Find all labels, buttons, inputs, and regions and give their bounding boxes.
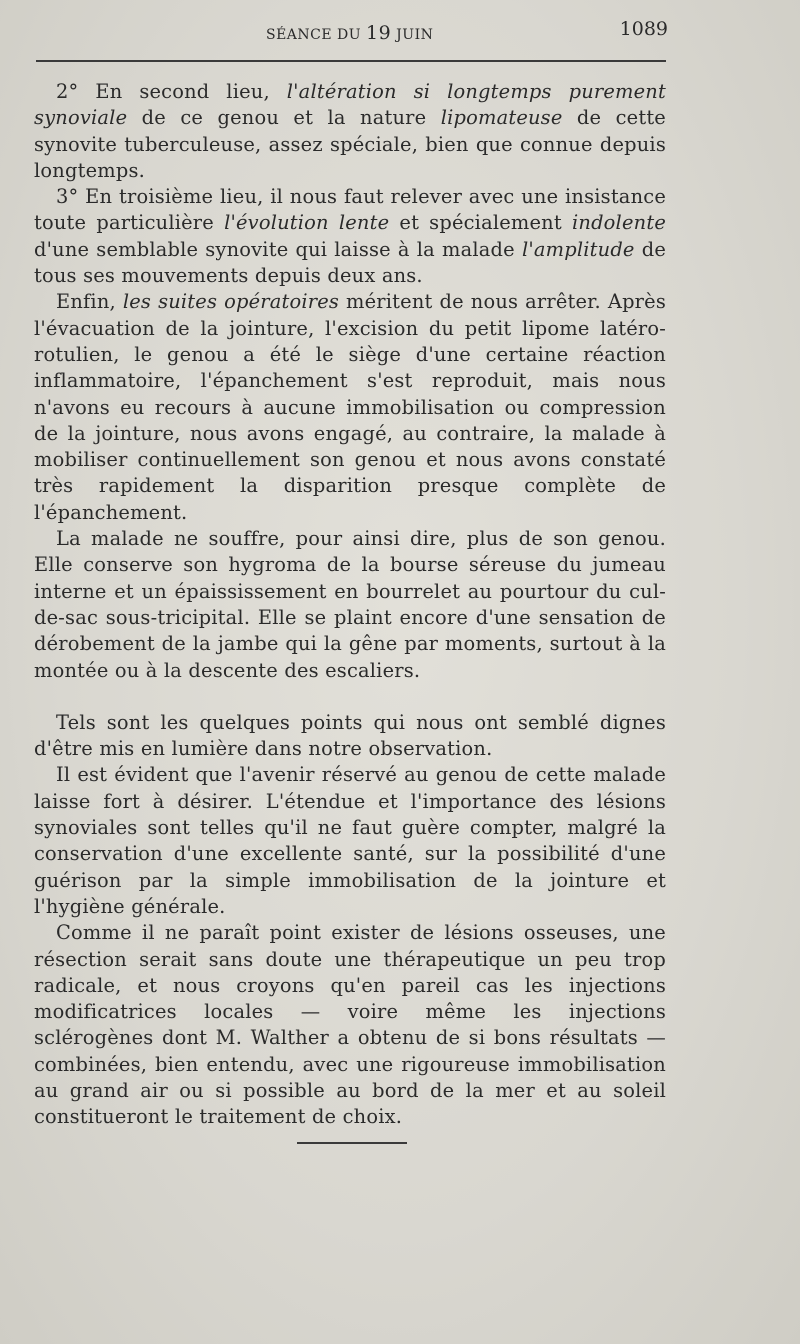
paragraph-5: Tels sont les quelques points qui nous ont semblé dignes d'être mis en lumière dans notre observation. bbox=[34, 710, 666, 761]
p3-emphasis-1: les suites opératoires bbox=[122, 290, 340, 314]
paragraph-3 bbox=[34, 289, 666, 526]
paragraph-4: La malade ne souffre, pour ainsi dire, plus de son genou. Elle conserve son hygroma de la bourse séreuse du jumeau interne et un épaississement en bourrelet au pourtour du cul-de-sac sous-tricipital. Elle se plaint encore d'une sensation de dérobement de la jambe qui la gêne par moments, surtout à la montée ou à la descente des escaliers. bbox=[34, 527, 666, 682]
p2-text-b: et spécialement bbox=[389, 211, 572, 235]
p1-text-b: de ce genou et la nature bbox=[127, 106, 441, 130]
p2-text-c: d'une semblable synovite qui laisse à la malade bbox=[34, 237, 522, 261]
p2-emphasis-1: l'évolution lente bbox=[224, 211, 390, 235]
p1-emphasis-1: l'altération si longtemps purement synoviale bbox=[34, 80, 666, 130]
paragraph-1 bbox=[34, 79, 666, 184]
header-month: JUIN bbox=[396, 27, 434, 43]
header-title bbox=[266, 22, 433, 44]
p2-text-a: 3° En troisième lieu, il nous faut relever avec une insistance toute particulière bbox=[34, 185, 666, 235]
header-day: 19 bbox=[366, 22, 392, 44]
paragraph-2 bbox=[34, 184, 666, 289]
header-rule bbox=[36, 60, 666, 62]
running-header bbox=[36, 14, 668, 48]
paragraph-6: Il est évident que l'avenir réservé au genou de cette malade laisse fort à désirer. L'étendue et l'importance des lésions synoviales sont telles qu'il ne faut guère compter, malgré la conservation d'une excellente santé, sur la possibilité d'une guérison par la simple immobilisation de la jointure et l'hygiène générale. bbox=[34, 763, 666, 918]
paragraph-gap bbox=[34, 684, 666, 710]
p1-text-c: de cette synovite tuberculeuse, assez spéciale, bien que connue depuis longtemps. bbox=[34, 106, 666, 182]
p2-emphasis-3: l'amplitude bbox=[521, 237, 635, 261]
p2-text-d: de tous ses mouvements depuis deux ans. bbox=[34, 237, 666, 288]
p1-emphasis-2: lipomateuse bbox=[440, 106, 563, 130]
p3-text-b: méritent de nous arrêter. Après l'évacuation de la jointure, l'excision du petit lipome latéro-rotulien, le genou a été le siège d'une certaine réaction inflammatoire, l'épanchement s'est reproduit, mais nous n'avons eu recours à aucune immobilisation ou compression de la jointure, nous avons engagé, au contraire, la malade à mobiliser continuellement son genou et nous avons constaté très rapidement la disparition presque complète de l'épanchement. bbox=[34, 290, 666, 524]
paragraph-7: Comme il ne paraît point exister de lésions osseuses, une résection serait sans doute une thérapeutique un peu trop radicale, et nous croyons qu'en pareil cas les injections modificatrices locales — voire même les injections sclérogènes dont M. Walther a obtenu de si bons résultats — combinées, bien entendu, avec une rigoureuse immobilisation au grand air ou si possible au bord de la mer et au soleil constitueront le traitement de choix. bbox=[34, 921, 666, 1129]
body-text bbox=[34, 79, 666, 1131]
p1-text-a: 2° En second lieu, bbox=[56, 80, 287, 103]
p3-text-a: Enfin, bbox=[56, 290, 123, 314]
page-number: 1089 bbox=[619, 18, 668, 40]
p2-emphasis-2: indolente bbox=[571, 211, 666, 235]
header-title-text: SÉANCE DU bbox=[266, 27, 362, 43]
end-rule bbox=[297, 1142, 407, 1144]
